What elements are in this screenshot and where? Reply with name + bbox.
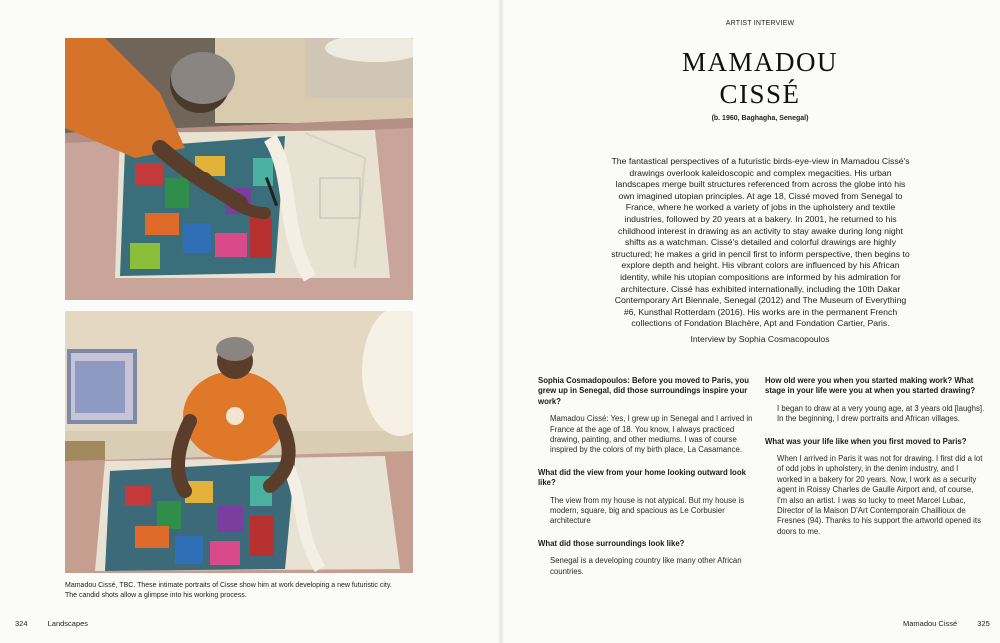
section-kicker: ARTIST INTERVIEW [725, 20, 795, 27]
left-folio [15, 619, 88, 628]
interview-column-left [538, 376, 758, 589]
question: Sophia Cosmadopoulos: Before you moved to Paris, you grew up in Senegal, did those surroundings inspire your work? [538, 376, 749, 406]
answer: I began to draw at a very young age, at 3 years old [laughs]. In the beginning, I drew portraits and African villages. [777, 403, 985, 424]
artist-dates: (b. 1960, Baghagha, Senegal) [711, 115, 809, 122]
question: What was your life like when you first moved to Paris? [765, 436, 967, 446]
right-page-number: 325 [977, 619, 990, 628]
answer: Mamadou Cissé: Yes, I grew up in Senegal and I arrived in France at the age of 18. You know, I always practiced drawing, painting, and other mediums. I was of course inspired by the colors of my birth place, La Casamance. [550, 414, 753, 455]
question: How old were you when you started making work? What stage in your life were you at when you started drawing? [765, 376, 976, 396]
question: What did those surroundings look like? [538, 538, 685, 548]
left-page-number: 324 [15, 619, 28, 628]
intro-paragraph: The fantastical perspectives of a futuristic birds-eye-view in Mamadou Cissé's drawings overlook kaleidoscopic and complex megacities. His urban landscapes merge built structures referenced from across the globe into his own imagined utopian principles. At age 18, Cissé moved from Senegal to France, where he worked a variety of jobs in the upholstery and textile industries, followed by 20 years at a bakery. In 2001, he returned to his childhood interest in drawing as an activity to stay awake during long night shifts as a watchman. Cissé's detailed and colorful drawings are highly structured; he makes a grid in pencil first to inform perspective, then begins to explore depth and height. His vibrant colors are influenced by his African identity, while his utopian compositions are informed by his admiration for architecture. Cissé has exhibited internationally, including the 10th Dakar Contemporary Art Biennale, Senegal (2012) and The Museum of Everything #6, Kunsthal Rotterdam (2016). His works are in the permanent French collections of Fondation Blachère, Apt and Fondation Cartier, Paris. [611, 156, 910, 329]
right-folio [903, 619, 990, 628]
answer: When I arrived in Paris it was not for drawing. I first did a lot of odd jobs in upholstery, in the denim industry, and I worked in a bakery for 20 years. Now, I work as a security agent in Roissy Charles de Gaulle Airport and, of course, I'm also an artist. I was so lucky to meet Marcel Lubac, Director of la Maison D'Art Contemporain Chaillioux de Fresnes (94). Thanks to his support the artworld opened its doors to me. [777, 454, 983, 536]
photo-caption: Mamadou Cissé, TBC. These intimate portraits of Cisse show him at work developing a new futuristic city. The candid shots allow a glimpse into his working process. [65, 582, 392, 599]
right-running-head: Mamadou Cissé [903, 619, 958, 628]
title-line-1: MAMADOU [681, 47, 838, 77]
answer: Senegal is a developing country like many other African countries. [550, 556, 742, 576]
title-line-2: CISSÉ [719, 79, 801, 109]
interview-column-right [765, 376, 985, 549]
question: What did the view from your home looking outward look like? [538, 467, 746, 488]
left-section-name: Landscapes [47, 619, 89, 628]
answer: The view from my house is not atypical. But my house is modern, square, big and spacious as Le Corbusier architecture [550, 495, 745, 526]
page-gutter [498, 0, 504, 643]
photo-artist-seated-at-table [65, 311, 413, 573]
photo-artist-drawing-overhead [65, 38, 413, 300]
byline: Interview by Sophia Cosmacopoulos [690, 334, 830, 344]
article-title [640, 46, 880, 110]
